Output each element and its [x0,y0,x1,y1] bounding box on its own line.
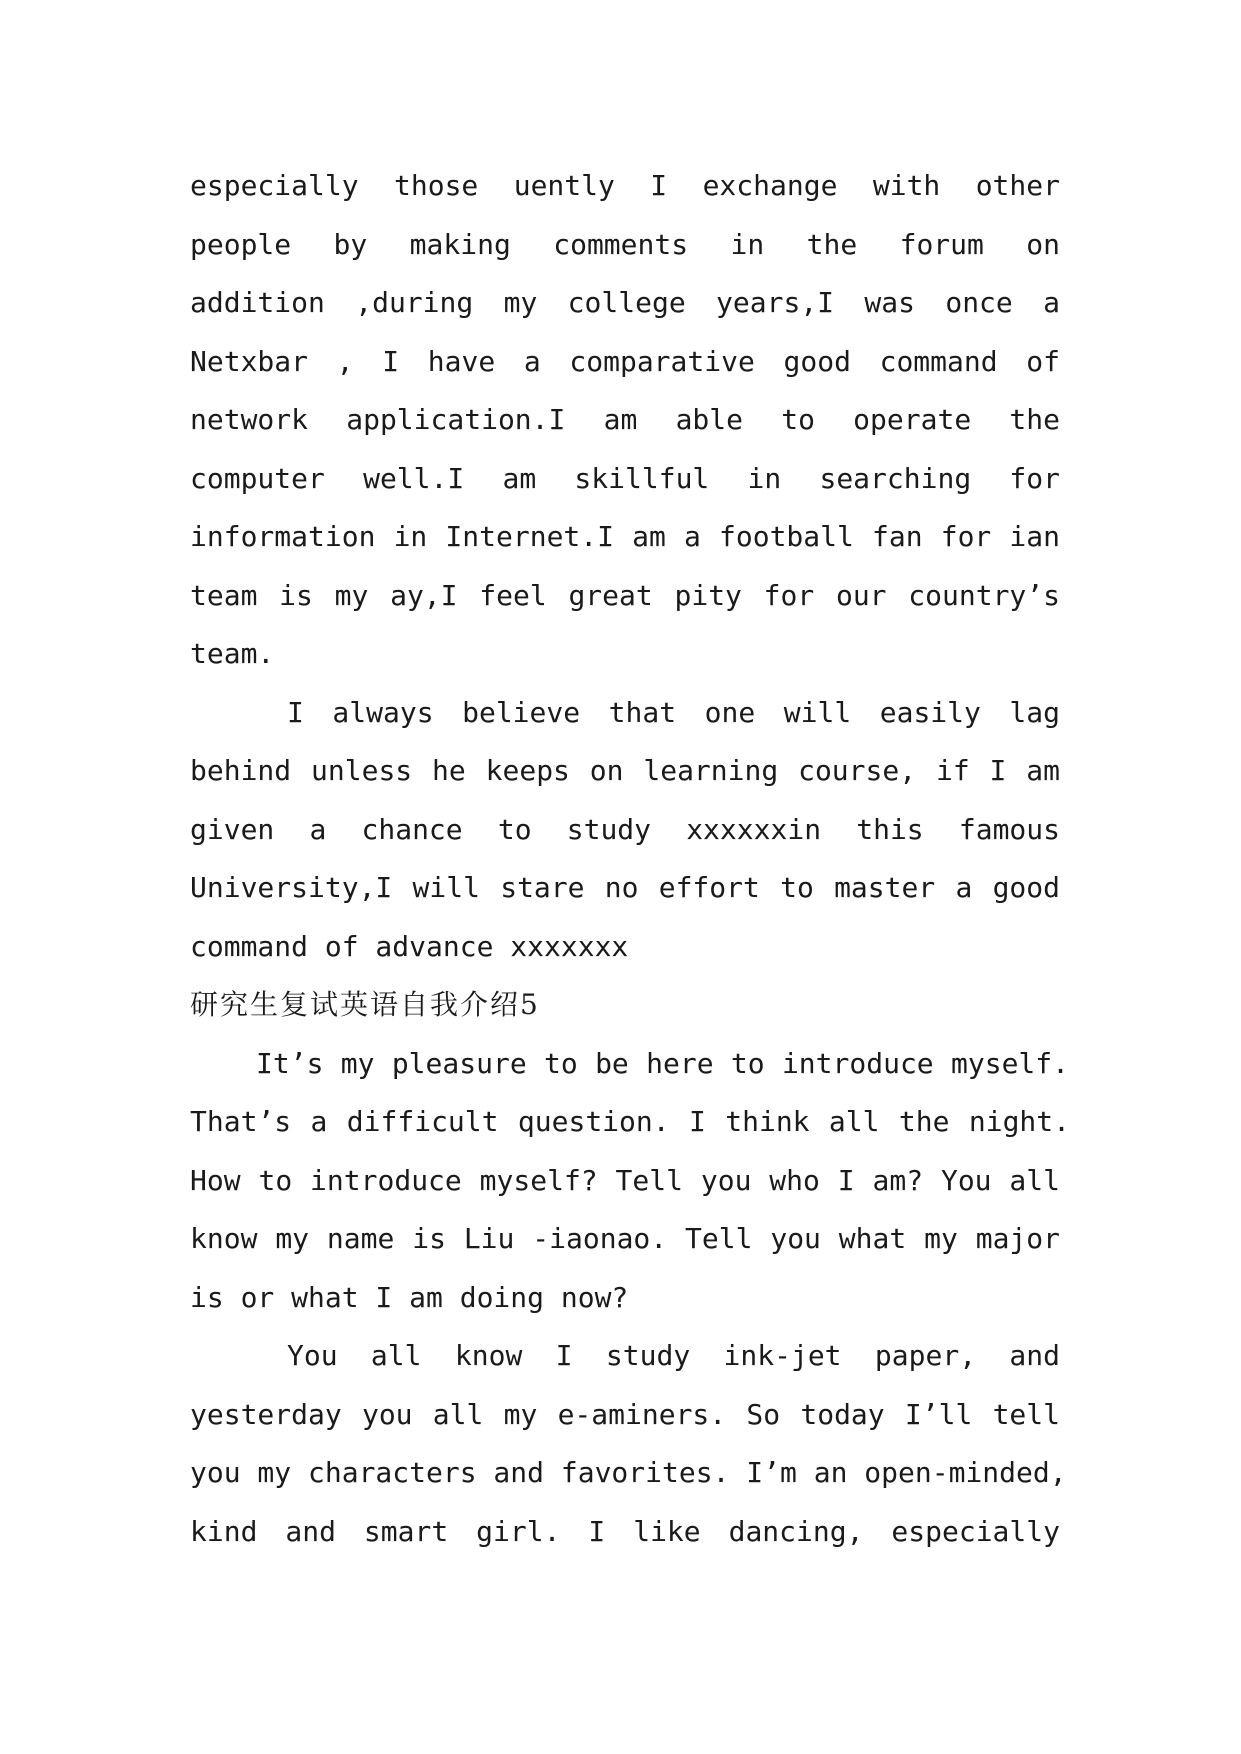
text-line: especially those uently I exchange with other [190,169,1060,202]
text-line: network application.I am able to operate the [190,403,1060,436]
text-line: team. [190,637,275,670]
text-line: I always believe that one will easily lag [287,696,1060,729]
text-line: University,I will stare no effort to master a good [190,871,1060,904]
text-line: is or what I am doing now? [190,1281,629,1314]
text-line: yesterday you all my e-aminers. So today I’ll tell [190,1398,1060,1431]
text-line: know my name is Liu -iaonao. Tell you what my major [190,1222,1060,1255]
text-line: people by making comments in the forum on [190,228,1060,261]
section-heading: 研究生复试英语自我介绍5 [190,988,540,1021]
text-line: given a chance to study xxxxxxin this famous [190,813,1060,846]
text-line: kind and smart girl. I like dancing, especially [190,1515,1060,1548]
text-line: behind unless he keeps on learning course, if I am [190,754,1060,787]
text-line: team is my ay,I feel great pity for our country’s [190,579,1060,612]
text-line: You all know I study ink-jet paper, and [287,1339,1060,1372]
text-line: you my characters and favorites. I’m an open-minded, [190,1456,1067,1489]
text-line: computer well.I am skillful in searching for [190,462,1060,495]
text-line: information in Internet.I am a football fan for ian [190,520,1060,553]
text-line: command of advance xxxxxxx [190,930,629,963]
text-line: How to introduce myself? Tell you who I am? You all [190,1164,1060,1197]
text-line: Netxbar , I have a comparative good command of [190,345,1060,378]
text-line: addition ,during my college years,I was once a [190,286,1060,319]
text-line: That’s a difficult question. I think all the night. [190,1105,1070,1138]
text-line: It’s my pleasure to be here to introduce myself. [256,1047,1069,1080]
